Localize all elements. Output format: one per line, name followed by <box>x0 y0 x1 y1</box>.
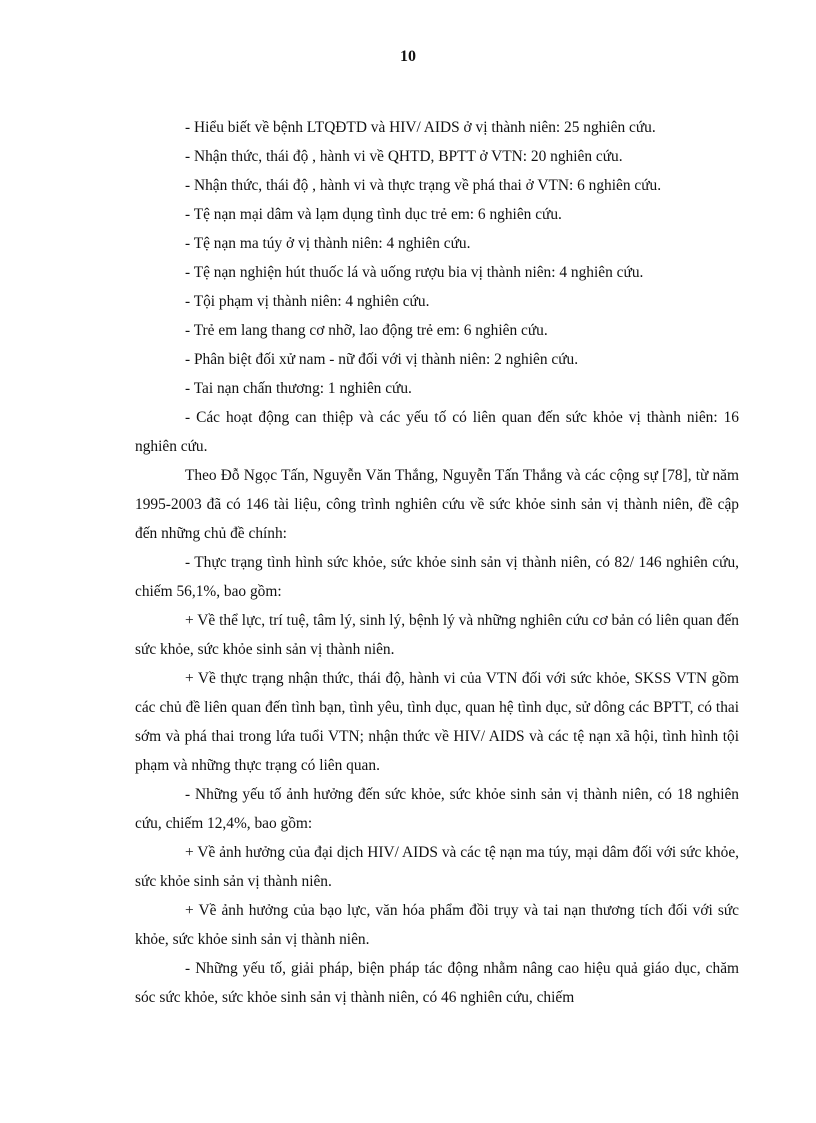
paragraph: + Về thực trạng nhận thức, thái độ, hành vi của VTN đối với sức khỏe, SKSS VTN gồm các chủ đề liên quan đến tình bạn, tình yêu, tình dục, quan hệ tình dục, sử dông các BPTT, có thai sớm và phá thai trong lứa tuổi VTN; nhận thức về HIV/ AIDS và các tệ nạn xã hội, tình hình tội phạm và những thực trạng có liên quan. <box>135 670 739 774</box>
paragraph: - Các hoạt động can thiệp và các yếu tố có liên quan đến sức khỏe vị thành niên: 16 nghiên cứu. <box>135 409 739 455</box>
page-number: 10 <box>400 48 416 65</box>
list-item: - Trẻ em lang thang cơ nhỡ, lao động trẻ em: 6 nghiên cứu. <box>185 322 548 339</box>
list-item: - Tệ nạn ma túy ở vị thành niên: 4 nghiên cứu. <box>185 235 471 252</box>
list-item: - Phân biệt đối xử nam - nữ đối với vị thành niên: 2 nghiên cứu. <box>185 351 579 368</box>
list-item: - Nhận thức, thái độ , hành vi về QHTD, BPTT ở VTN: 20 nghiên cứu. <box>185 148 623 165</box>
paragraph: - Những yếu tố ảnh hưởng đến sức khỏe, sức khỏe sinh sản vị thành niên, có 18 nghiên cứu, chiếm 12,4%, bao gồm: <box>135 786 739 832</box>
paragraph: - Những yếu tố, giải pháp, biện pháp tác động nhằm nâng cao hiệu quả giáo dục, chăm sóc sức khỏe, sức khỏe sinh sản vị thành niên, có 46 nghiên cứu, chiếm <box>135 960 739 1006</box>
list-item: - Hiểu biết về bệnh LTQĐTD và HIV/ AIDS ở vị thành niên: 25 nghiên cứu. <box>185 119 656 136</box>
paragraph: + Về thể lực, trí tuệ, tâm lý, sinh lý, bệnh lý và những nghiên cứu cơ bản có liên quan đến sức khỏe, sức khỏe sinh sản vị thành niên. <box>135 612 739 658</box>
list-item: - Nhận thức, thái độ , hành vi và thực trạng về phá thai ở VTN: 6 nghiên cứu. <box>185 177 662 194</box>
body-text <box>135 113 739 1012</box>
paragraph: - Thực trạng tình hình sức khỏe, sức khỏe sinh sản vị thành niên, có 82/ 146 nghiên cứu, chiếm 56,1%, bao gồm: <box>135 554 739 600</box>
list-item: - Tệ nạn nghiện hút thuốc lá và uống rượu bia vị thành niên: 4 nghiên cứu. <box>185 264 644 281</box>
list-item: - Tai nạn chấn thương: 1 nghiên cứu. <box>185 380 412 397</box>
list-item: - Tệ nạn mại dâm và lạm dụng tình dục trẻ em: 6 nghiên cứu. <box>185 206 562 223</box>
paragraph: + Về ảnh hưởng của đại dịch HIV/ AIDS và các tệ nạn ma túy, mại dâm đối với sức khỏe, sức khỏe sinh sản vị thành niên. <box>135 844 739 890</box>
paragraph: + Về ảnh hưởng của bạo lực, văn hóa phẩm đồi trụy và tai nạn thương tích đối với sức khỏe, sức khỏe sinh sản vị thành niên. <box>135 902 739 948</box>
list-item: - Tội phạm vị thành niên: 4 nghiên cứu. <box>185 293 430 310</box>
paragraph: Theo Đỗ Ngọc Tấn, Nguyễn Văn Thắng, Nguyễn Tấn Thắng và các cộng sự [78], từ năm 1995-2003 đã có 146 tài liệu, công trình nghiên cứu về sức khỏe sinh sản vị thành niên, đề cập đến những chủ đề chính: <box>135 467 739 542</box>
